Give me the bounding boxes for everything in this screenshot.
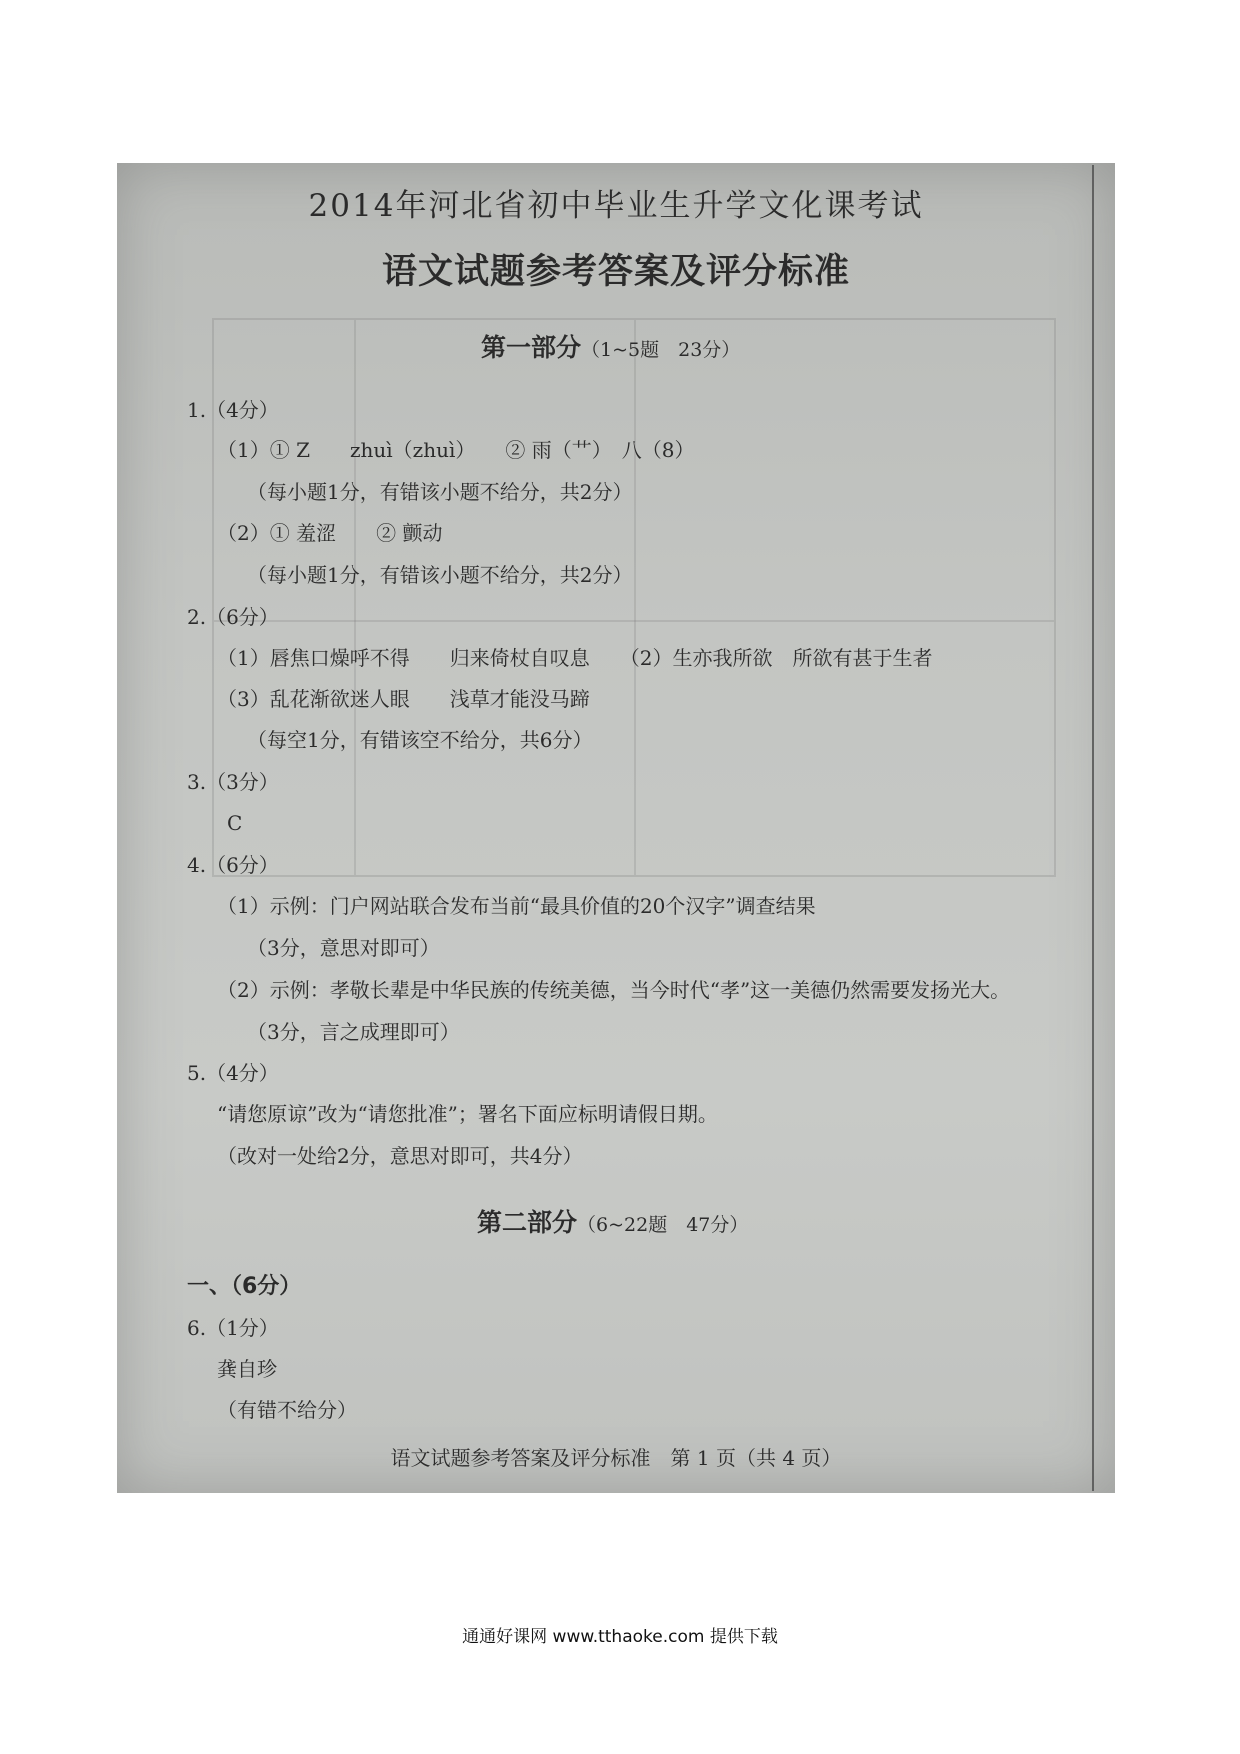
part2-range: （6~22题 47分） [577, 1214, 749, 1236]
q1-part2-note: （每小题1分，有错该小题不给分，共2分） [247, 563, 633, 587]
bleed-through-line [634, 320, 636, 875]
q6-note: （有错不给分） [217, 1398, 357, 1422]
q4-part1-note: （3分，意思对即可） [247, 936, 440, 960]
q1-part1-answer: （1）① Z zhuì（zhuì） ② 雨（⺾） 八（8） [217, 438, 695, 462]
q1-part2-answer: （2）① 羞涩 ② 颤动 [217, 521, 443, 545]
q2-note: （每空1分，有错该空不给分，共6分） [247, 728, 593, 752]
q4-part2-answer: （2）示例：孝敬长辈是中华民族的传统美德，当今时代“孝”这一美德仍然需要发扬光大。 [217, 978, 1011, 1002]
download-watermark: 通通好课网 www.tthaoke.com 提供下载 [462, 1627, 778, 1647]
q2-part1-answer: （1）唇焦口燥呼不得 归来倚杖自叹息 （2）生亦我所欲 所欲有甚于生者 [217, 646, 933, 670]
q4-part2-note: （3分，言之成理即可） [247, 1020, 460, 1044]
section-one-label: 一、（6分） [187, 1274, 302, 1299]
part1-range: （1~5题 23分） [581, 339, 741, 361]
q3-answer: C [227, 811, 243, 835]
q5-label: 5.（4分） [187, 1061, 279, 1085]
q4-label: 4.（6分） [187, 853, 279, 877]
q6-answer: 龚自珍 [217, 1357, 277, 1381]
q2-label: 2.（6分） [187, 605, 279, 629]
bleed-through-line [354, 320, 356, 875]
part1-heading [481, 335, 740, 360]
document-title: 语文试题参考答案及评分标准 [381, 252, 850, 292]
part2-heading [477, 1210, 748, 1235]
q5-answer: “请您原谅”改为“请您批准”；署名下面应标明请假日期。 [217, 1102, 718, 1126]
scanned-page-photo [117, 163, 1115, 1493]
page-edge-line [1092, 165, 1094, 1491]
part1-title: 第一部分 [481, 333, 582, 362]
bleed-through-line [214, 620, 1054, 622]
q1-part1-note: （每小题1分，有错该小题不给分，共2分） [247, 480, 633, 504]
q6-label: 6.（1分） [187, 1316, 279, 1340]
exam-title: 2014年河北省初中毕业生升学文化课考试 [308, 188, 924, 224]
q3-label: 3.（3分） [187, 770, 279, 794]
q2-part3-answer: （3）乱花渐欲迷人眼 浅草才能没马蹄 [217, 687, 590, 711]
page-footer: 语文试题参考答案及评分标准 第 1 页（共 4 页） [390, 1446, 842, 1470]
part2-title: 第二部分 [477, 1208, 578, 1237]
q4-part1-answer: （1）示例：门户网站联合发布当前“最具价值的20个汉字”调查结果 [217, 894, 816, 918]
q1-label: 1.（4分） [187, 398, 279, 422]
bleed-through-frame [212, 318, 1056, 877]
q5-note: （改对一处给2分，意思对即可，共4分） [217, 1144, 583, 1168]
